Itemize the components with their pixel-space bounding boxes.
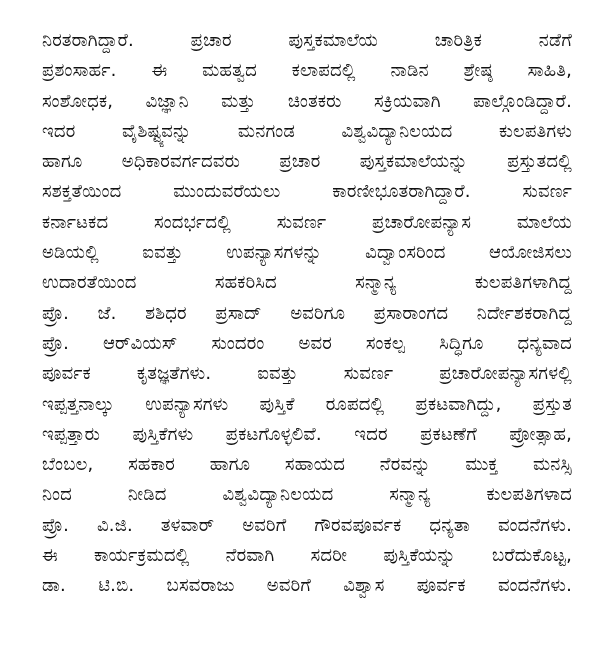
text-line-14: ಇಪ್ಪತ್ತಾರು ಪುಸ್ತಿಕೆಗಳು ಪ್ರಕಟಗೊಳ್ಳಲಿವೆ. ಇದರ ಪ್ರಕಟಣೆಗೆ ಪ್ರೋತ್ಸಾಹ,: [42, 423, 572, 445]
text-line-1: ನಿರತರಾಗಿದ್ದಾರೆ. ಪ್ರಚಾರ ಪುಸ್ತಕಮಾಲೆಯ ಚಾರಿತ್ರಿಕ ನಡೆಗೆ: [42, 30, 572, 51]
text-line-19: ಡಾ. ಟಿ.ಬಿ. ಬಸವರಾಜು ಅವರಿಗೆ ವಿಶ್ವಾಸ ಪೂರ್ವಕ ವಂದನೆಗಳು.: [42, 575, 572, 597]
text-line-13: ಇಪ್ಪತ್ತನಾಲ್ಕು ಉಪನ್ಯಾಸಗಳು ಪುಸ್ತಿಕೆ ರೂಪದಲ್ಲಿ ಪ್ರಕಟವಾಗಿದ್ದು, ಪ್ರಸ್ತುತ: [42, 393, 572, 415]
text-line-10: ಪ್ರೊ. ಜೆ. ಶಶಿಧರ ಪ್ರಸಾದ್ ಅವರಿಗೂ ಪ್ರಸಾರಾಂಗದ ನಿರ್ದೇಶಕರಾಗಿದ್ದ: [42, 302, 572, 324]
document-body: [42, 26, 572, 602]
text-line-9: ಉದಾರತೆಯಿಂದ ಸಹಕರಿಸಿದ ಸನ್ಮಾನ್ಯ ಕುಲಪತಿಗಳಾಗಿದ್ದ: [42, 272, 572, 294]
text-line-6: ಸಶಕ್ತತೆಯಿಂದ ಮುಂದುವರೆಯಲು ಕಾರಣೀಭೂತರಾಗಿದ್ದಾರೆ. ಸುವರ್ಣ: [42, 181, 572, 203]
text-line-8: ಅಡಿಯಲ್ಲಿ ಐವತ್ತು ಉಪನ್ಯಾಸಗಳನ್ನು ವಿದ್ವಾಂಸರಿಂದ ಆಯೋಜಿಸಲು: [42, 242, 572, 264]
text-line-18: ಈ ಕಾರ್ಯಕ್ರಮದಲ್ಲಿ ನೆರವಾಗಿ ಸದರೀ ಪುಸ್ತಿಕೆಯನ್ನು ಬರೆದುಕೊಟ್ಟ,: [42, 545, 572, 567]
text-line-5: ಹಾಗೂ ಅಧಿಕಾರವರ್ಗದವರು ಪ್ರಚಾರ ಪುಸ್ತಕಮಾಲೆಯನ್ನು ಪ್ರಸ್ತುತದಲ್ಲಿ: [42, 151, 572, 173]
text-line-16: ನಿಂದ ನೀಡಿದ ವಿಶ್ವವಿದ್ಯಾನಿಲಯದ ಸನ್ಮಾನ್ಯ ಕುಲಪತಿಗಳಾದ: [42, 484, 572, 506]
text-line-12: ಪೂರ್ವಕ ಕೃತಜ್ಞತೆಗಳು. ಐವತ್ತು ಸುವರ್ಣ ಪ್ರಚಾರೋಪನ್ಯಾಸಗಳಲ್ಲಿ: [42, 363, 572, 385]
text-line-3: ಸಂಶೋಧಕ, ವಿಜ್ಞಾನಿ ಮತ್ತು ಚಿಂತಕರು ಸಕ್ರಿಯವಾಗಿ ಪಾಲ್ಗೊಂಡಿದ್ದಾರೆ.: [42, 90, 572, 112]
text-line-11: ಪ್ರೊ. ಆರ್‌ವಿಯಸ್ ಸುಂದರಂ ಅವರ ಸಂಕಲ್ಪ ಸಿದ್ಧಿಗೂ ಧನ್ಯವಾದ: [42, 332, 572, 354]
text-line-2: ಪ್ರಶಂಸಾರ್ಹ. ಈ ಮಹತ್ವದ ಕಲಾಪದಲ್ಲಿ ನಾಡಿನ ಶ್ರೇಷ್ಠ ಸಾಹಿತಿ,: [42, 60, 572, 82]
text-line-17: ಪ್ರೊ. ವಿ.ಜಿ. ತಳವಾರ್ ಅವರಿಗೆ ಗೌರವಪೂರ್ವಕ ಧನ್ಯತಾ ವಂದನೆಗಳು.: [42, 514, 572, 536]
text-line-7: ಕರ್ನಾಟಕದ ಸಂದರ್ಭದಲ್ಲಿ ಸುವರ್ಣ ಪ್ರಚಾರೋಪನ್ಯಾಸ ಮಾಲೆಯ: [42, 211, 572, 233]
text-line-15: ಬೆಂಬಲ, ಸಹಕಾರ ಹಾಗೂ ಸಹಾಯದ ನೆರವನ್ನು ಮುಕ್ತ ಮನಸ್ಸಿ: [42, 454, 572, 476]
text-line-4: ಇದರ ವೈಶಿಷ್ಟ್ಯವನ್ನು ಮನಗಂಡ ವಿಶ್ವವಿದ್ಯಾನಿಲಯದ ಕುಲಪತಿಗಳು: [42, 120, 572, 142]
